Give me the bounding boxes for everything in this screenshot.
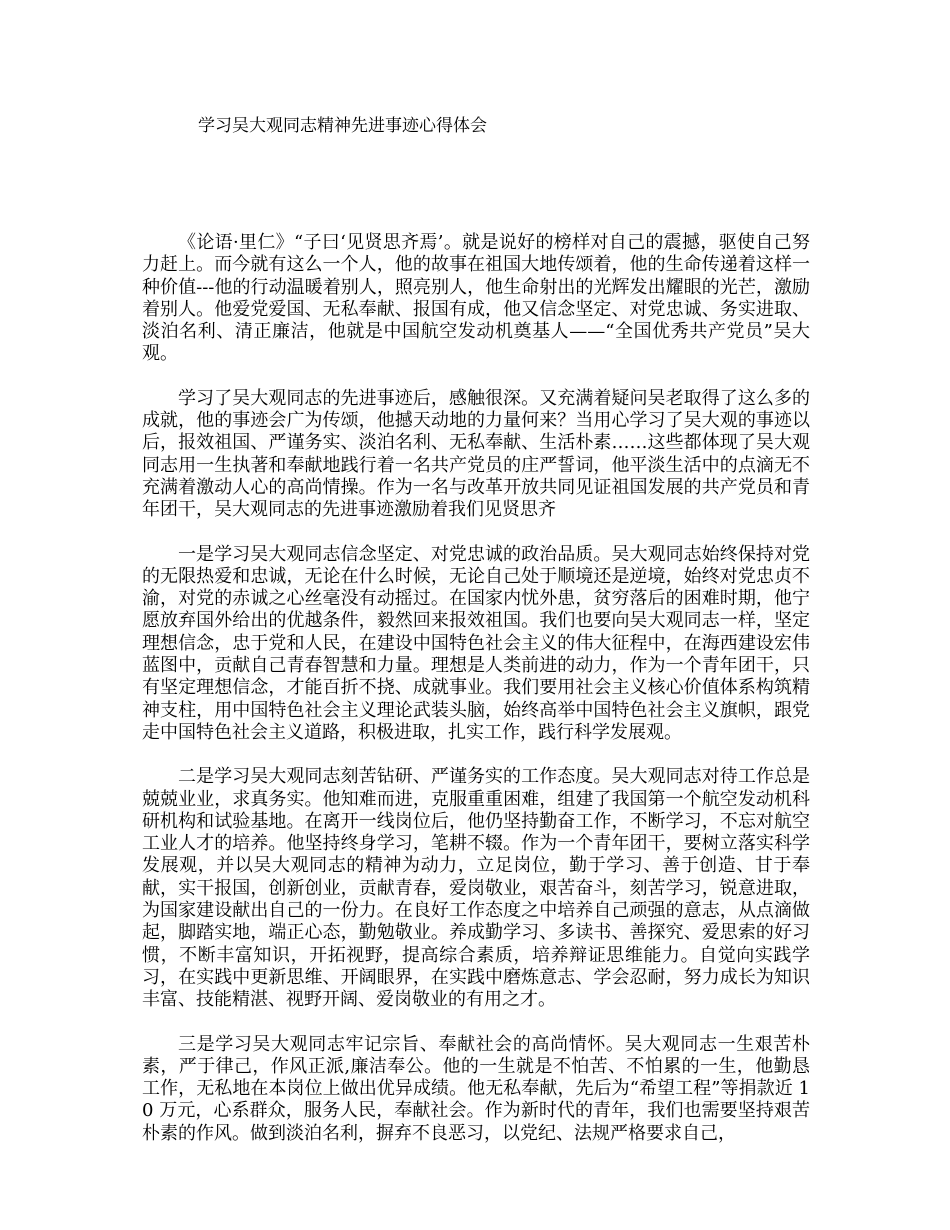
document-body xyxy=(142,232,810,1167)
paragraph-point-one: 一是学习吴大观同志信念坚定、对党忠诚的政治品质。吴大观同志始终保持对党的无限热爱和忠诚，无论在什么时候，无论自己处于顺境还是逆境，始终对党忠贞不渝，对党的赤诚之心丝毫没有动摇过。在国家内忧外患，贫穷落后的困难时期，他宁愿放弃国外给出的优越条件，毅然回来报效祖国。我们也要向吴大观同志一样，坚定理想信念，忠于党和人民，在建设中国特色社会主义的伟大征程中，在海西建设宏伟蓝图中，贡献自己青春智慧和力量。理想是人类前进的动力，作为一个青年团干，只有坚定理想信念，才能百折不挠、成就事业。我们要用社会主义核心价值体系构筑精神支柱，用中国特色社会主义理论武装头脑，始终高举中国特色社会主义旗帜，跟党走中国特色社会主义道路，积极进取，扎实工作，践行科学发展观。 xyxy=(142,543,810,743)
paragraph-point-three: 三是学习吴大观同志牢记宗旨、奉献社会的高尚情怀。吴大观同志一生艰苦朴素，严于律己，作风正派,廉洁奉公。他的一生就是不怕苦、不怕累的一生，他勤恳工作，无私地在本岗位上做出优异成绩。他无私奉献，先后为“希望工程”等捐款近 10 万元，心系群众，服务人民，奉献社会。作为新时代的青年，我们也需要坚持艰苦朴素的作风。做到淡泊名利，摒弃不良恶习，以党纪、法规严格要求自己， xyxy=(142,1033,810,1144)
paragraph-intro: 《论语·里仁》“子曰‘见贤思齐焉’。就是说好的榜样对自己的震撼，驱使自己努力赶上。而今就有这么一个人，他的故事在祖国大地传颂着，他的生命传递着这样一种价值---他的行动温暖着别人，照亮别人，他生命射出的光辉发出耀眼的光芒，激励着别人。他爱党爱国、无私奉献、报国有成，他又信念坚定、对党忠诚、务实进取、淡泊名利、清正廉洁，他就是中国航空发动机奠基人——“全国优秀共产党员”吴大观。 xyxy=(142,232,810,365)
document-title: 学习吴大观同志精神先进事迹心得体会 xyxy=(198,116,487,136)
paragraph-point-two: 二是学习吴大观同志刻苦钻研、严谨务实的工作态度。吴大观同志对待工作总是兢兢业业，求真务实。他知难而进，克服重重困难，组建了我国第一个航空发动机科研机构和试验基地。在离开一线岗位后，他仍坚持勤奋工作，不断学习，不忘对航空工业人才的培养。他坚持终身学习，笔耕不辍。作为一个青年团干，要树立落实科学发展观，并以吴大观同志的精神为动力，立足岗位，勤于学习、善于创造、甘于奉献，实干报国，创新创业，贡献青春，爱岗敬业，艰苦奋斗，刻苦学习，锐意进取，为国家建设献出自己的一份力。在良好工作态度之中培养自己顽强的意志，从点滴做起，脚踏实地，端正心态，勤勉敬业。养成勤学习、多读书、善探究、爱思索的好习惯，不断丰富知识，开拓视野，提高综合素质，培养辩证思维能力。自觉向实践学习，在实践中更新思维、开阔眼界，在实践中磨炼意志、学会忍耐，努力成长为知识丰富、技能精湛、视野开阔、爱岗敬业的有用之才。 xyxy=(142,766,810,1011)
paragraph-reflection: 学习了吴大观同志的先进事迹后，感触很深。又充满着疑问吴老取得了这么多的成就，他的事迹会广为传颂，他撼天动地的力量何来？当用心学习了吴大观的事迹以后，报效祖国、严谨务实、淡泊名利、无私奉献、生活朴素……这些都体现了吴大观同志用一生执著和奉献地践行着一名共产党员的庄严誓词，他平淡生活中的点滴无不充满着激动人心的高尚情操。作为一名与改革开放共同见证祖国发展的共产党员和青年团干，吴大观同志的先进事迹激励着我们见贤思齐 xyxy=(142,387,810,521)
